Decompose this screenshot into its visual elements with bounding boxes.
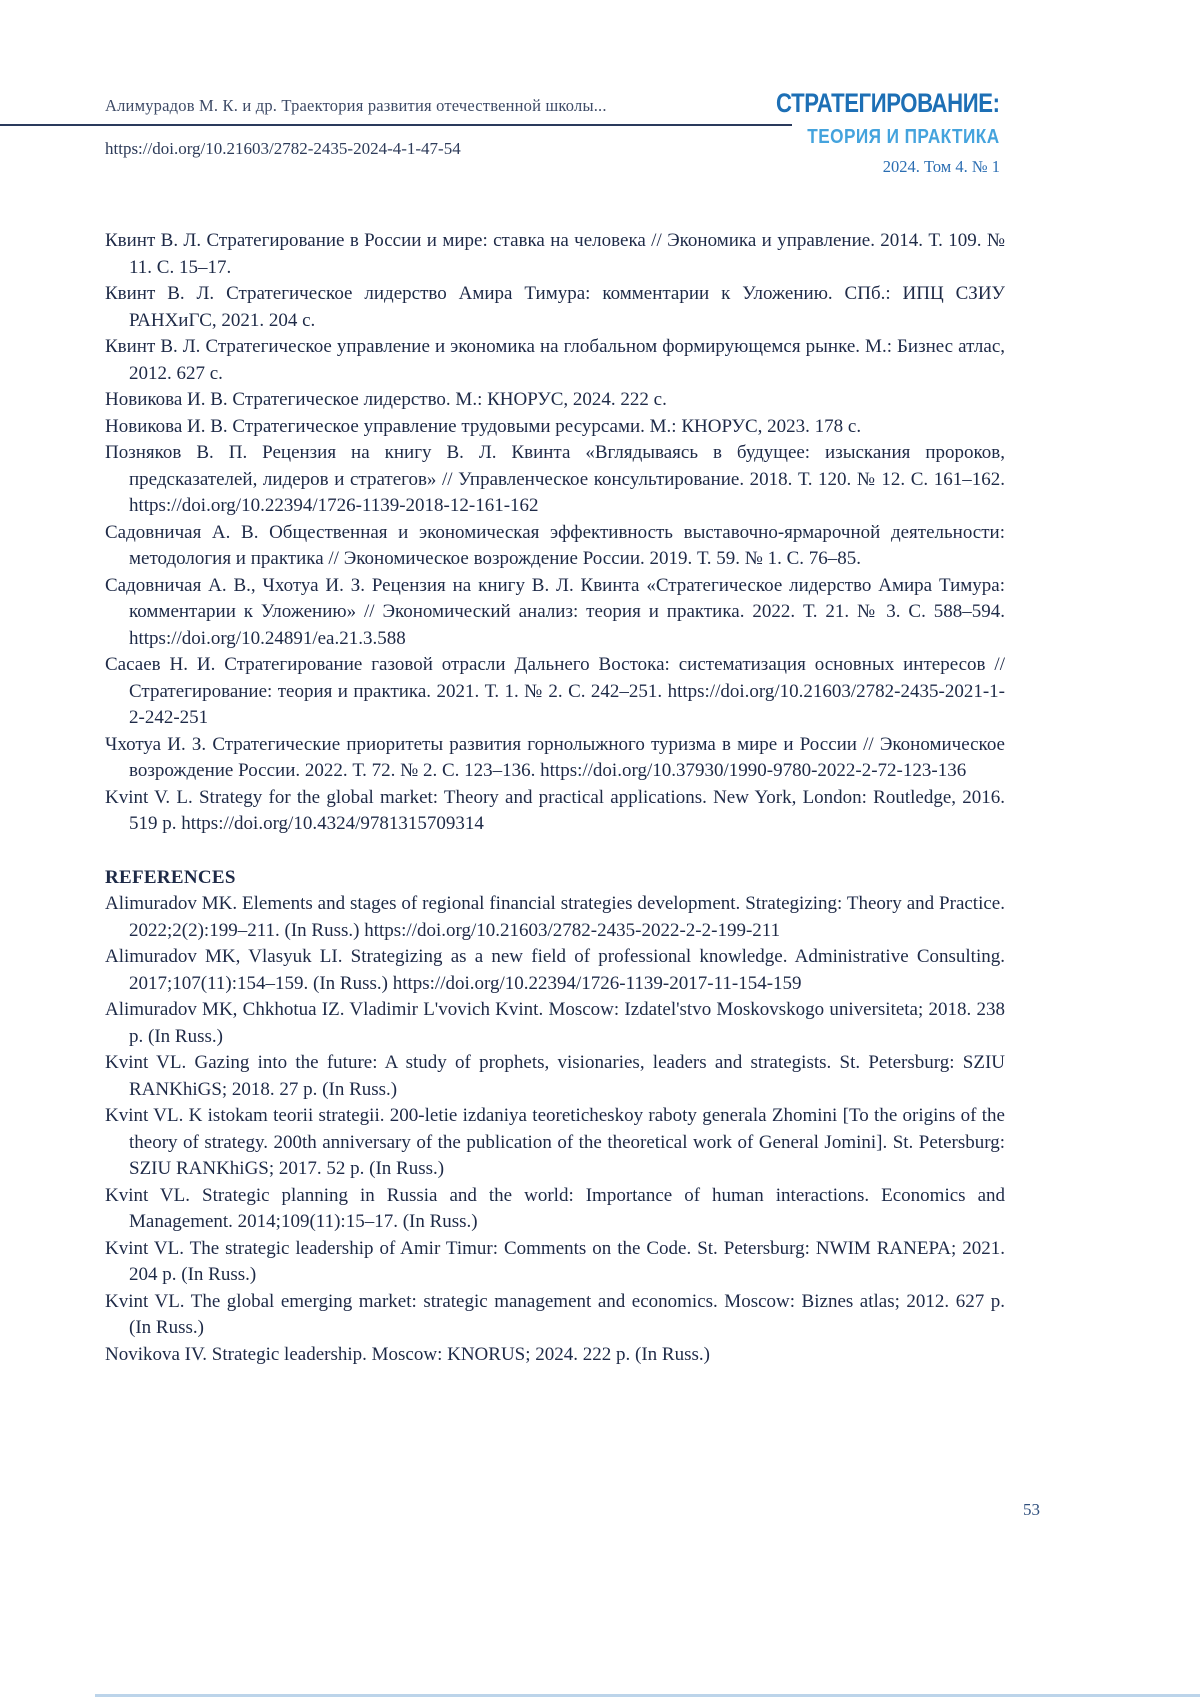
reference-item: Alimuradov MK, Chkhotua IZ. Vladimir L'vovich Kvint. Moscow: Izdatel'stvo Moskovskogo universiteta; 2018. 238 p. (In Russ.) [105,999,1005,1047]
reference-item: Чхотуа И. З. Стратегические приоритеты развития горнолыжного туризма в мире и России // Экономическое возрождение России. 2022. Т. 72. № 2. С. 123–136. https://doi.org/10.37930/1990-9780-2022-2-72-123-136 [105,733,1005,781]
reference-item: Kvint V. L. Strategy for the global market: Theory and practical applications. New York, London: Routledge, 2016. 519 p. https://doi.org/10.4324/9781315709314 [105,786,1005,834]
journal-logo [727,88,1000,177]
reference-item: Квинт В. Л. Стратегирование в России и мире: ставка на человека // Экономика и управление. 2014. Т. 109. № 11. С. 15–17. [105,230,1005,278]
reference-item: Kvint VL. K istokam teorii strategii. 200-letie izdaniya teoreticheskoy raboty generala Zhomini [To the origins of the theory of strategy. 200th anniversary of the publication of the theoretical work of General Jomini]. St. Petersburg: SZIU RANKhiGS; 2017. 52 p. (In Russ.) [105,1105,1005,1179]
running-head: Алимурадов М. К. и др. Траектория развития отечественной школы... [105,96,607,115]
reference-item: Kvint VL. The global emerging market: strategic management and economics. Moscow: Biznes atlas; 2012. 627 p. (In Russ.) [105,1290,1005,1338]
journal-title-line2: ТЕОРИЯ И ПРАКТИКА [807,126,1000,148]
reference-item: Квинт В. Л. Стратегическое управление и экономика на глобальном формирующемся рынке. М.: Бизнес атлас, 2012. 627 с. [105,336,1005,384]
article-doi: https://doi.org/10.21603/2782-2435-2024-4-1-47-54 [105,139,461,158]
reference-item: Новикова И. В. Стратегическое управление трудовыми ресурсами. М.: КНОРУС, 2023. 178 с. [105,415,862,437]
references-ru-section [105,228,1005,838]
references-en-section [105,891,1005,1368]
reference-item: Kvint VL. Strategic planning in Russia and the world: Importance of human interactions. Economics and Management. 2014;109(11):15–17. (In Russ.) [105,1184,1005,1232]
reference-item: Novikova IV. Strategic leadership. Moscow: KNORUS; 2024. 222 p. (In Russ.) [105,1343,710,1365]
reference-item: Сасаев Н. И. Стратегирование газовой отрасли Дальнего Востока: систематизация основных интересов // Стратегирование: теория и практика. 2021. Т. 1. № 2. С. 242–251. https://doi.org/10.21603/2782-2435-2021-1-2-242-251 [105,654,1005,728]
reference-item: Садовничая А. В., Чхотуа И. З. Рецензия на книгу В. Л. Квинта «Стратегическое лидерство Амира Тимура: комментарии к Уложению» // Экономический анализ: теория и практика. 2022. Т. 21. № 3. С. 588–594. https://doi.org/10.24891/ea.21.3.588 [105,574,1005,649]
journal-title-line1: СТРАТЕГИРОВАНИЕ: [776,88,1000,118]
reference-item: Kvint VL. Gazing into the future: A study of prophets, visionaries, leaders and strategists. St. Petersburg: SZIU RANKhiGS; 2018. 27 p. (In Russ.) [105,1052,1005,1100]
journal-issue: 2024. Том 4. № 1 [882,157,1000,176]
references-heading: REFERENCES [105,866,236,888]
header-divider [0,124,792,126]
reference-item: Kvint VL. The strategic leadership of Amir Timur: Comments on the Code. St. Petersburg: NWIM RANEPA; 2021. 204 p. (In Russ.) [105,1237,1005,1285]
reference-item: Alimuradov MK, Vlasyuk LI. Strategizing as a new field of professional knowledge. Administrative Consulting. 2017;107(11):154–159. (In Russ.) https://doi.org/10.22394/1726-1139-2017-11-154-159 [105,946,1005,994]
references-body [105,228,1005,1368]
page-number: 53 [1023,1500,1040,1519]
reference-item: Новикова И. В. Стратегическое лидерство. М.: КНОРУС, 2024. 222 с. [105,389,667,410]
reference-item: Квинт В. Л. Стратегическое лидерство Амира Тимура: комментарии к Уложению. СПб.: ИПЦ СЗИУ РАНХиГС, 2021. 204 с. [105,283,1005,331]
reference-item: Садовничая А. В. Общественная и экономическая эффективность выставочно-ярмарочной деятельности: методология и практика // Экономическое возрождение России. 2019. Т. 59. № 1. С. 76–85. [105,521,1005,569]
reference-item: Позняков В. П. Рецензия на книгу В. Л. Квинта «Вглядываясь в будущее: изыскания пророков, предсказателей, лидеров и стратегов» // Управленческое консультирование. 2018. Т. 120. № 12. С. 161–162. https://doi.org/10.22394/1726-1139-2018-12-161-162 [105,442,1005,516]
reference-item: Alimuradov MK. Elements and stages of regional financial strategies development. Strategizing: Theory and Practice. 2022;2(2):199–211. (In Russ.) https://doi.org/10.21603/2782-2435-2022-2-2-199-211 [105,893,1005,941]
